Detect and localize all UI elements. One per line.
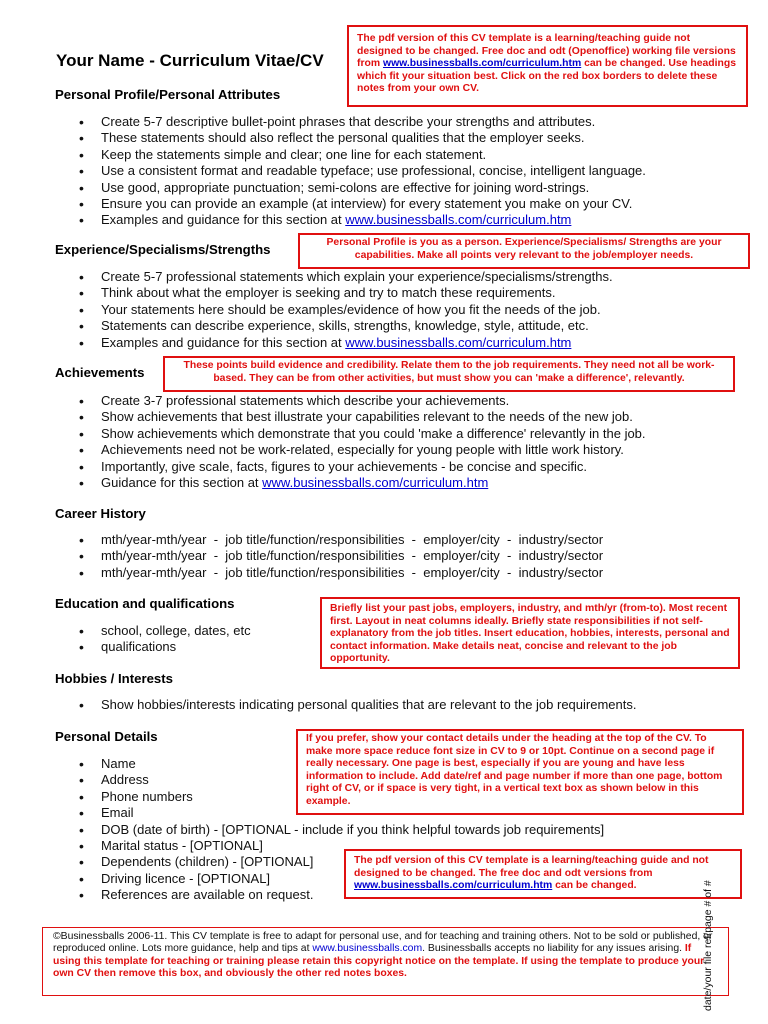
cv-title: Your Name - Curriculum Vitae/CV [56, 51, 324, 70]
list-item: • Importantly, give scale, facts, figures to your achievements - be concise and specific. [0, 459, 646, 475]
list-item: • qualifications [0, 639, 251, 655]
heading-career-history: Career History [55, 506, 146, 521]
list-item [0, 335, 613, 351]
note-career[interactable]: Briefly list your past jobs, employers, industry, and mth/yr (from-to). Most recent first. Layout in neat columns ideally. Briefly state responsibilities if not self-explanatory from the job titles. Insert education, hobbies, interests, personal and contact information. Make details neat, concise and relevant to the job opportunity. [320, 597, 740, 669]
heading-personal-profile: Personal Profile/Personal Attributes [55, 87, 281, 102]
list-item: • school, college, dates, etc [0, 623, 251, 639]
list-item: • Use a consistent format and readable typeface; use professional, concise, intelligent language. [0, 163, 646, 179]
note-top[interactable] [347, 25, 748, 107]
footer-link[interactable]: www.businessballs.com [312, 943, 423, 955]
list-item: • DOB (date of birth) - [OPTIONAL - include if you think helpful towards job requirements] [0, 822, 604, 838]
list-item: • Email [0, 805, 604, 821]
guidance-text: Examples and guidance for this section at [101, 334, 346, 350]
copyright-footer[interactable] [42, 927, 729, 996]
education-list [0, 623, 251, 656]
note-achievements[interactable]: These points build evidence and credibility. Relate them to the job requirements. They need not all be work-based. They can be from other activities, but must show you can 'make a difference', relevantly. [163, 356, 735, 392]
guidance-text: Guidance for this section at [101, 474, 263, 490]
note-text: The pdf version of this CV template is a learning/teaching guide not designed to be changed. Free doc and odt (Openoffice) working file versions from [357, 33, 736, 70]
footer-text: . Businessballs accepts no liability for any issues arising. [422, 943, 685, 955]
heading-personal-details: Personal Details [55, 729, 158, 744]
guidance-text: Examples and guidance for this section at [101, 212, 346, 228]
list-item: • Marital status - [OPTIONAL] [0, 838, 604, 854]
note-bottom[interactable] [344, 849, 742, 899]
list-item: • Create 5-7 descriptive bullet-point phrases that describe your strengths and attributes. [0, 114, 646, 130]
list-item: • Think about what the employer is seeking and try to match these requirements. [0, 285, 613, 301]
list-item: • Achievements need not be work-related, especially for young people with little work history. [0, 442, 646, 458]
footer-text: ©Businessballs 2006-11. This CV template is free to adapt for personal use, and for teaching and training others. Not to be sold or published, or reproduced online. Lots more guidance, help and tips at [53, 931, 713, 955]
profile-list [0, 114, 646, 229]
note-link[interactable]: www.businessballs.com/curriculum.htm [354, 880, 553, 892]
heading-achievements: Achievements [55, 365, 145, 380]
heading-hobbies: Hobbies / Interests [55, 671, 173, 686]
hobbies-list [0, 697, 636, 713]
experience-list [0, 269, 613, 351]
career-list [0, 532, 603, 581]
vertical-file-ref: date/your file ref/page # of # [702, 880, 714, 1011]
list-item: • These statements should also reflect the personal qualities that the employer seeks. [0, 130, 646, 146]
achievements-list [0, 393, 646, 491]
heading-education: Education and qualifications [55, 596, 235, 611]
footer-red-notice: If using this template for teaching or training please retain this copyright notice on the template. If using the template to produce your own CV then remove this box, and obviously the other red notes boxes. [53, 943, 705, 980]
list-item: • Create 3-7 professional statements which describe your achievements. [0, 393, 646, 409]
note-profile[interactable]: Personal Profile is you as a person. Experience/Specialisms/ Strengths are your capabilities. Make all points very relevant to the job/employer needs. [298, 233, 750, 269]
list-item: • Driving licence - [OPTIONAL] [0, 871, 604, 887]
list-item: • Statements can describe experience, skills, strengths, knowledge, style, attitude, etc. [0, 318, 613, 334]
guidance-link[interactable]: www.businessballs.com/curriculum.htm [345, 212, 572, 228]
list-item: • mth/year-mth/year - job title/function/responsibilities - employer/city - industry/sector [0, 548, 603, 564]
list-item: • Show hobbies/interests indicating personal qualities that are relevant to the job requirements. [0, 697, 636, 713]
list-item: • Dependents (children) - [OPTIONAL] [0, 854, 604, 870]
list-item: • Address [0, 772, 604, 788]
list-item [0, 212, 646, 228]
note-text: can be changed. Use headings which fit your situation best. Click on the red box borders to delete these notes from your own CV. [357, 58, 736, 95]
note-text: The pdf version of this CV template is a learning/teaching guide and not designed to be changed. The free doc and odt versions from [354, 855, 709, 879]
list-item: • Your statements here should be examples/evidence of how you fit the needs of the job. [0, 302, 613, 318]
list-item: • Show achievements which demonstrate that you could 'make a difference' relevantly in the job. [0, 426, 646, 442]
guidance-link[interactable]: www.businessballs.com/curriculum.htm [262, 474, 489, 490]
note-contact[interactable]: If you prefer, show your contact details under the heading at the top of the CV. To make more space reduce font size in CV to 9 or 10pt. Continue on a second page if really necessary. One page is best, especially if you are young and have less information to include. Add date/ref and page number if more than one page, bottom right of CV, or if space is very tight, in a vertical text box as shown below in this example. [296, 729, 744, 815]
note-text: can be changed. [552, 880, 637, 892]
list-item: • Ensure you can provide an example (at interview) for every statement you make on your CV. [0, 196, 646, 212]
list-item [0, 475, 646, 491]
note-link[interactable]: www.businessballs.com/curriculum.htm [382, 58, 582, 70]
list-item: • Show achievements that best illustrate your capabilities relevant to the needs of the new job. [0, 409, 646, 425]
heading-experience: Experience/Specialisms/Strengths [55, 242, 271, 257]
list-item: • Name [0, 756, 604, 772]
list-item: • References are available on request. [0, 887, 604, 903]
list-item: • Use good, appropriate punctuation; semi-colons are effective for joining word-strings. [0, 180, 646, 196]
list-item: • Create 5-7 professional statements which explain your experience/specialisms/strengths. [0, 269, 613, 285]
list-item: • Phone numbers [0, 789, 604, 805]
list-item: • mth/year-mth/year - job title/function/responsibilities - employer/city - industry/sector [0, 565, 603, 581]
guidance-link[interactable]: www.businessballs.com/curriculum.htm [345, 334, 572, 350]
list-item: • mth/year-mth/year - job title/function/responsibilities - employer/city - industry/sector [0, 532, 603, 548]
list-item: • Keep the statements simple and clear; one line for each statement. [0, 147, 646, 163]
